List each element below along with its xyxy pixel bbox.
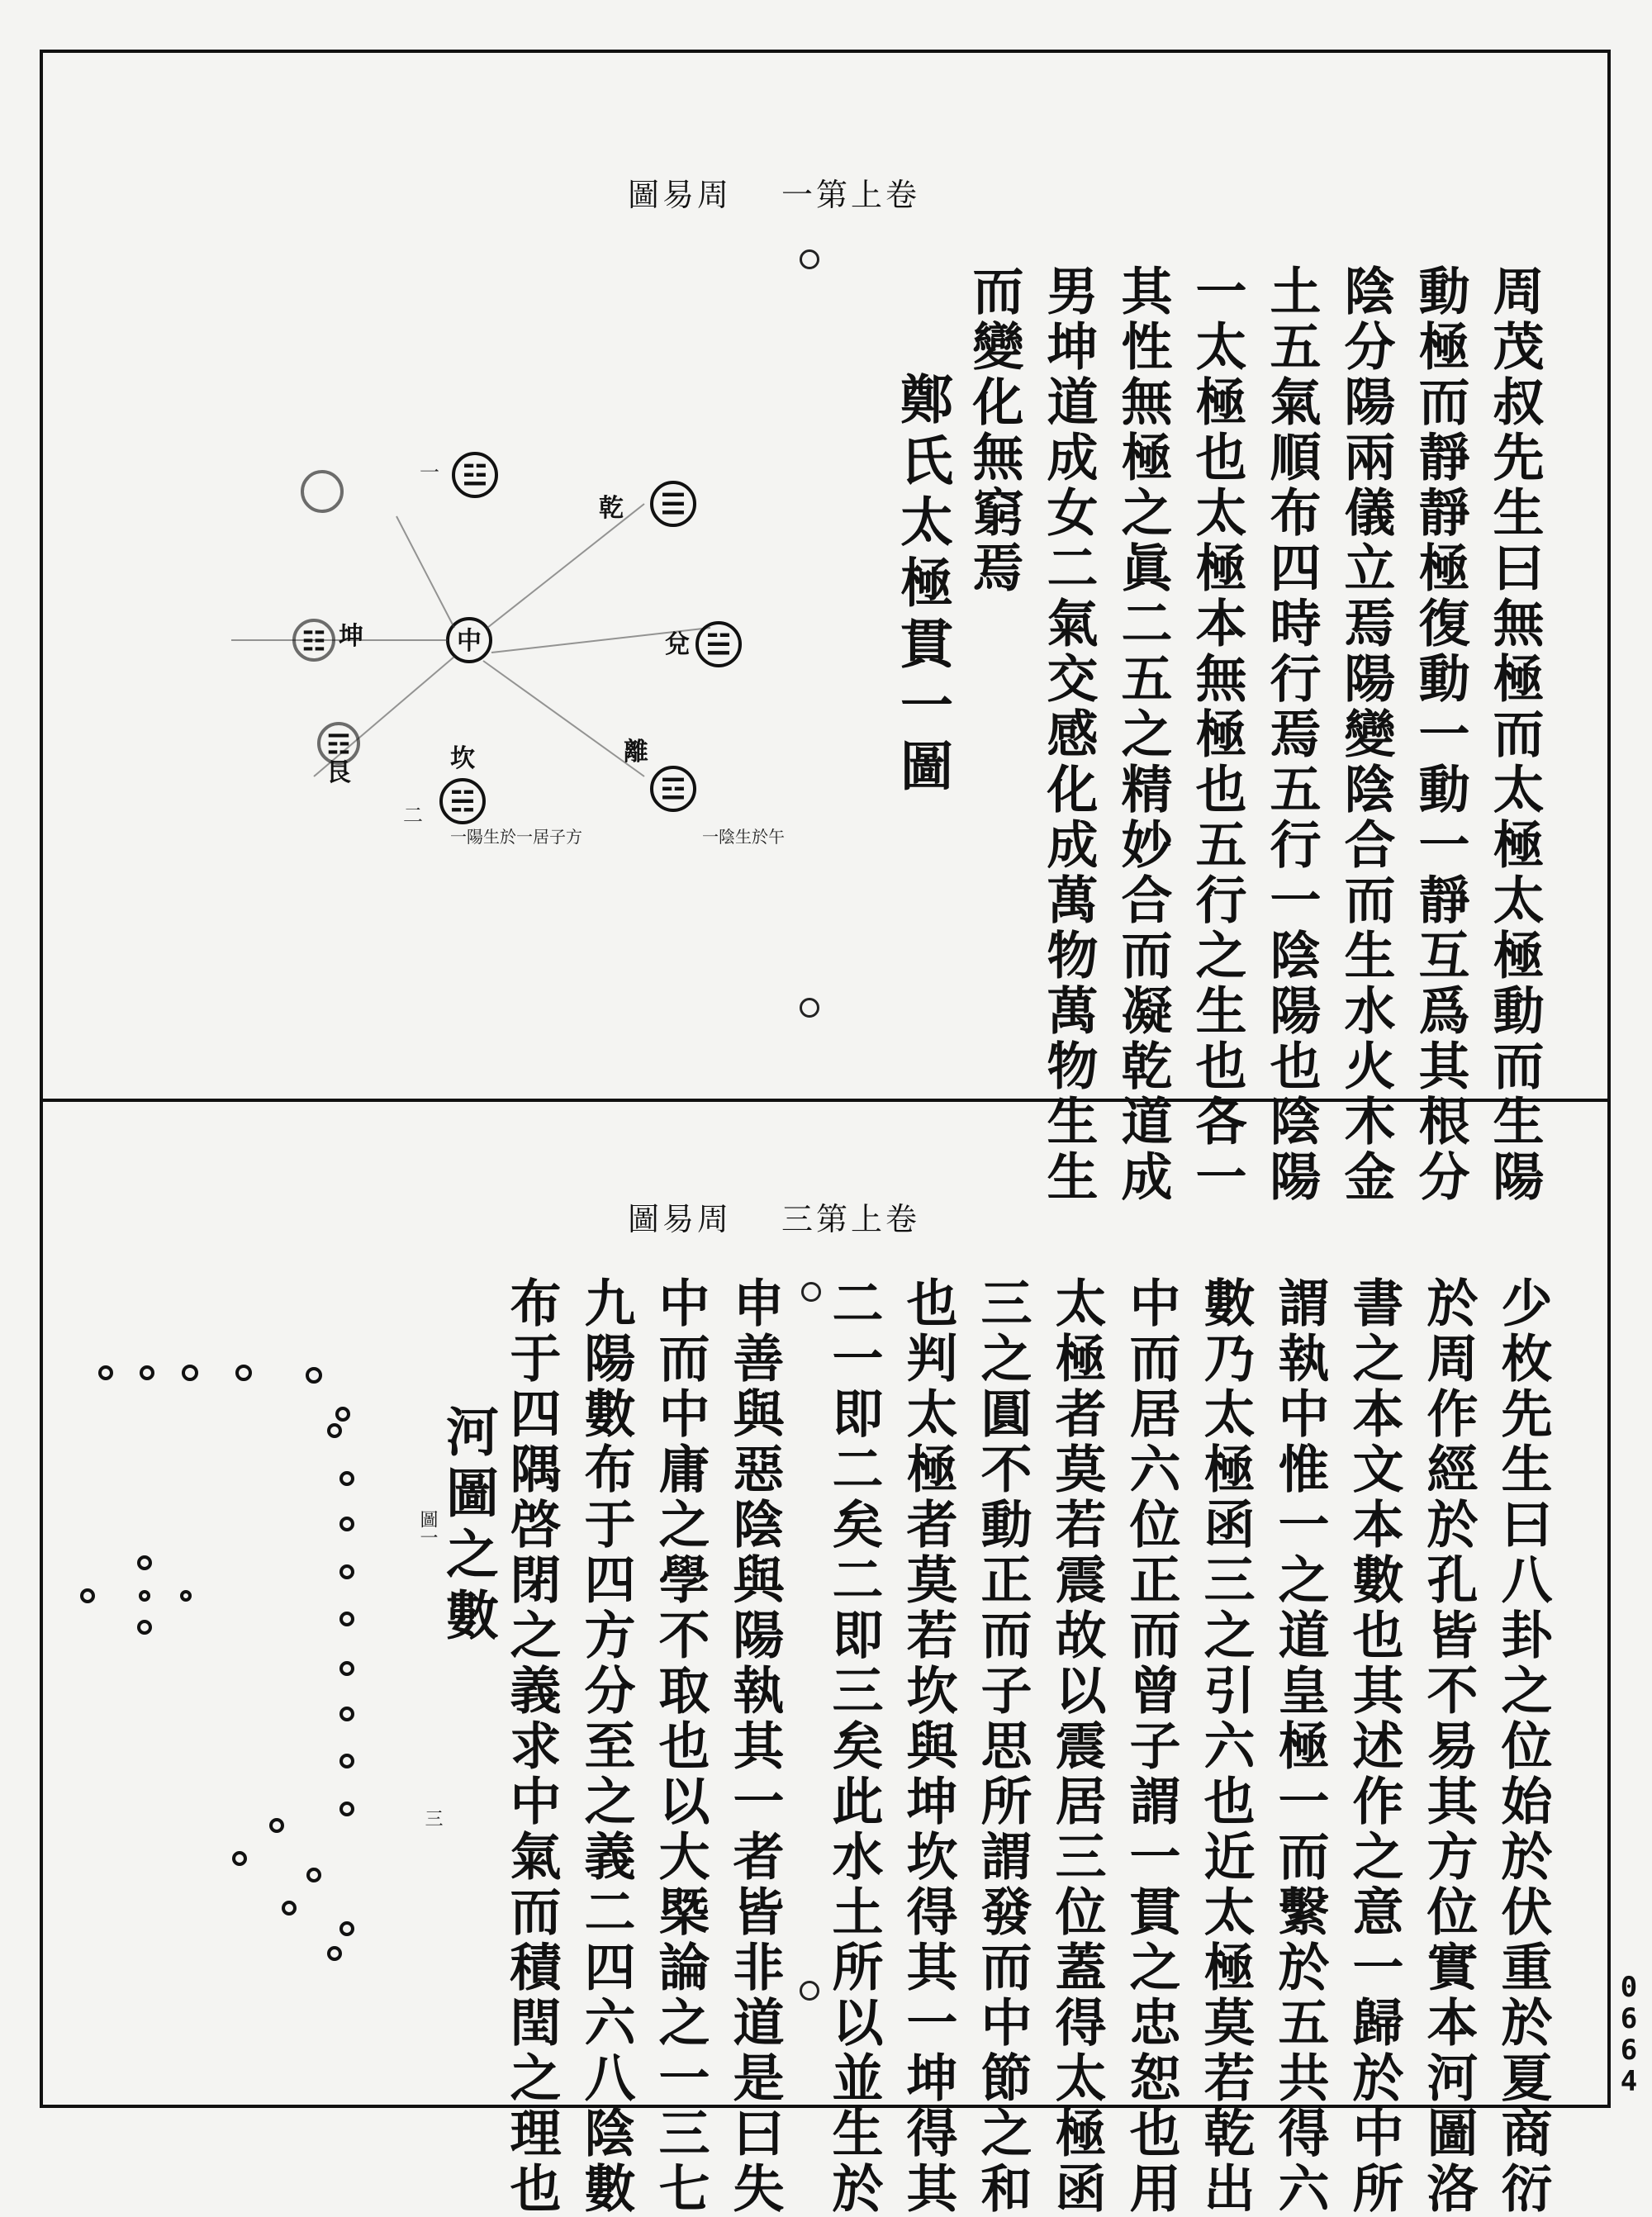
text-column: 布于四隅啓閉之義求中氣而積閏之理也	[501, 1276, 562, 2217]
text-column: 中而居六位正而曾子謂一貫之忠恕也用	[1121, 1276, 1181, 2217]
hetu-dot	[341, 1803, 353, 1815]
hetu-dot	[337, 1408, 349, 1420]
hetu-dot	[183, 1366, 197, 1379]
hetu-dot	[341, 1755, 353, 1767]
binding-hole	[800, 1981, 819, 2001]
text-column: 中而中庸之學不取也以大槩論之一三七	[650, 1276, 710, 2217]
text-column: 少枚先生曰八卦之位始於伏重於夏商衍	[1493, 1276, 1553, 2217]
hetu-dot	[308, 1869, 320, 1881]
taiji-diagram	[66, 314, 793, 958]
text-column: 數乃太極函三之引六也近太極莫若乾出	[1195, 1276, 1256, 2217]
text-column: 二一即二矣二即三矣此水土所以並生於	[824, 1276, 884, 2217]
text-column: 土五氣順布四時行焉五行一陰陽也陰陽	[1261, 264, 1322, 1205]
text-column: 其性無極之眞二五之精妙合而凝乾道成	[1113, 264, 1173, 1205]
text-column: 書之本文本數也其述作之意一歸於中所	[1344, 1276, 1404, 2217]
center-label: 中	[457, 627, 482, 656]
diagram-title: 鄭氏太極貫一圖	[891, 372, 953, 800]
hetu-dot	[307, 1369, 320, 1382]
hetu-title-note: 圖一	[417, 1510, 438, 1546]
hetu-dot	[341, 1566, 353, 1578]
kan-note: 一陽生於一居子方	[450, 827, 582, 847]
hetu-dot	[283, 1902, 295, 1914]
text-column: 男坤道成女二氣交感化成萬物萬物生生	[1038, 264, 1099, 1205]
text-column: 而變化無窮焉	[964, 264, 1024, 596]
hetu-dot	[271, 1820, 282, 1831]
hetu-dot	[341, 1518, 353, 1530]
text-column: 九陽數布于四方分至之義二四六八陰數	[576, 1276, 636, 2217]
text-column: 動極而靜靜極復動一動一靜互爲其根分	[1410, 264, 1470, 1205]
text-column: 謂執中惟一之道皇極一而繫於五共得六	[1270, 1276, 1330, 2217]
text-column: 於周作經於孔皆不易其方位實本河圖洛	[1418, 1276, 1479, 2217]
bottom-header	[628, 1194, 920, 1239]
hetu-dot	[234, 1853, 245, 1864]
page-number: 0664	[1612, 1971, 1645, 2096]
trigram-name: 乾	[599, 494, 624, 523]
trigram-symbol: ☲	[660, 773, 686, 806]
trigram-symbol: ☷	[301, 625, 326, 657]
trigram-name: 坤	[339, 622, 363, 651]
binding-hole	[800, 249, 819, 269]
text-column: 也判太極者莫若坎與坤坎得其一坤得其	[898, 1276, 958, 2217]
text-column: 一太極也太極本無極也五行之生也各一	[1187, 264, 1247, 1205]
hetu-dot	[329, 1425, 340, 1436]
trigram-name: 艮	[326, 758, 351, 787]
hetu-dot	[341, 1473, 353, 1484]
binding-hole	[801, 1282, 821, 1302]
bottom-header-book: 周易圖	[628, 1201, 733, 1237]
text-column: 周茂叔先生曰無極而太極太極動而生陽	[1484, 264, 1545, 1205]
li-number: 一	[420, 461, 439, 484]
hetu-dot	[341, 1923, 353, 1935]
hetu-dot	[182, 1592, 190, 1600]
hetu-dot	[329, 1948, 340, 1959]
trigram-symbol: ☵	[449, 786, 476, 819]
hetu-dot	[140, 1592, 149, 1600]
hetu-dot	[139, 1557, 150, 1569]
hetu-dot	[82, 1590, 93, 1602]
hetu-dot	[237, 1366, 250, 1379]
top-header-book: 周易圖	[628, 177, 733, 213]
hetu-dot	[341, 1708, 353, 1720]
trigram-circle	[302, 472, 342, 511]
hetu-dot	[100, 1367, 112, 1379]
trigram-symbol: ☳	[462, 459, 488, 492]
hetu-diagram	[74, 1338, 405, 2015]
trigram-name: 離	[624, 738, 648, 767]
hetu-dot	[341, 1613, 353, 1625]
text-column: 三之圓不動正而子思所謂發而中節之和	[972, 1276, 1032, 2217]
li-note: 一陰生於午	[702, 827, 785, 847]
trigram-symbol: ☰	[660, 488, 686, 521]
bottom-header-volume: 卷上第三	[781, 1201, 921, 1237]
kan-number: 二	[403, 804, 423, 827]
hetu-title: 河圖之數	[437, 1404, 499, 1649]
top-header-volume: 卷上第一	[781, 177, 921, 213]
text-column: 陰分陽兩儀立焉陽變陰合而生水火木金	[1336, 264, 1396, 1205]
trigram-symbol: ☶	[326, 729, 351, 760]
text-column: 太極者莫若震故以震居三位蓋得太極函	[1047, 1276, 1107, 2217]
trigram-symbol: ☱	[705, 629, 732, 662]
hetu-dot	[341, 1663, 353, 1674]
hetu-side-mark: 三	[422, 1809, 443, 1827]
trigram-name: 兌	[665, 630, 690, 659]
hetu-dot	[141, 1367, 153, 1379]
binding-hole	[800, 998, 819, 1018]
trigram-name: 坎	[450, 744, 475, 773]
top-header	[628, 169, 920, 215]
text-column: 申善與惡陰與陽執其一者皆非道是曰失	[724, 1276, 785, 2217]
hetu-dot	[139, 1621, 150, 1633]
